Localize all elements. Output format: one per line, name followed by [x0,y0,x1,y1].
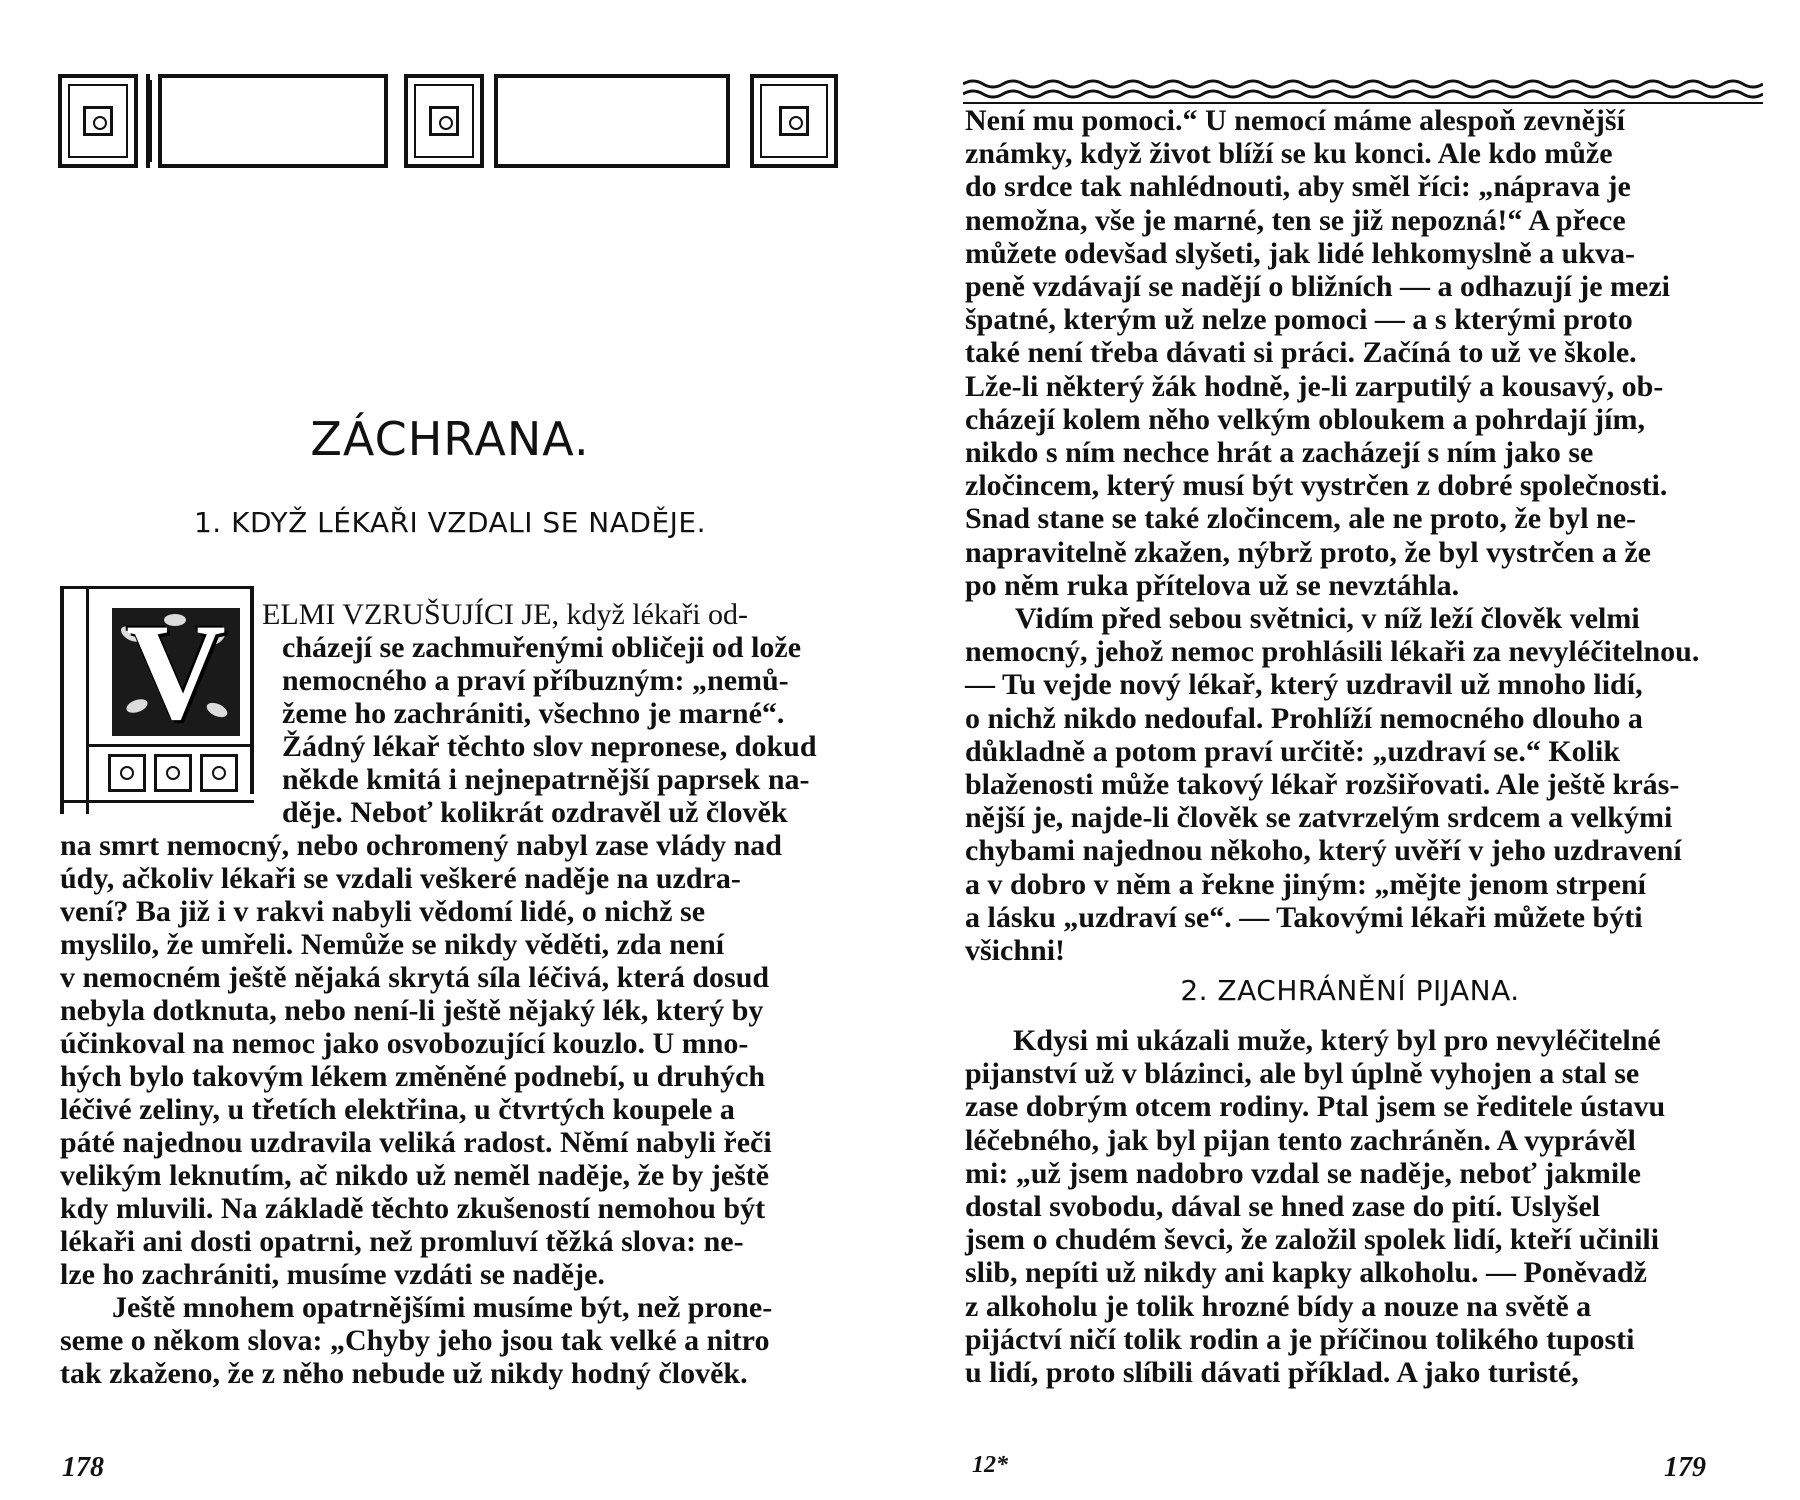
text-line: zločincem, který musí být vystrčen z dobré společnosti. [965,469,1668,503]
text-line: a lásku „uzdraví se“. — Takovými lékaři můžete býti [965,900,1643,934]
text-line: Kdysi mi ukázali muže, který byl pro nevyléčitelné [1013,1024,1661,1057]
text-line: tak zkaženo, že z něho nebude už nikdy hodný člověk. [60,1357,748,1390]
text-line: všichni! [965,934,1066,967]
ornament-square-center [404,74,484,168]
text-line: o nichž nikdo nedoufal. Prohlíží nemocného dlouho a [965,701,1643,735]
square-circle-icon [779,106,809,136]
text-line: žeme ho zachrániti, všechno je marné“. [282,697,785,730]
text-line: na smrt nemocný, nebo ochromený nabyl zase vlády nad [60,829,782,862]
square-circle-icon [108,754,146,792]
text-line: chybami najednou někoho, který uvěří v jeho uzdravení [965,834,1682,868]
ornament-panel-right [494,74,730,168]
text-line: děje. Neboť kolikrát ozdravěl už člověk [282,796,788,829]
text-line: nější je, najde-li člověk se zatvrzelým srdcem a velkými [965,801,1673,835]
text-line: lékaři ani dosti opatrni, než promluví těžká slova: ne- [60,1225,744,1258]
page-number: 179 [1664,1452,1706,1483]
text-line: lze ho zachrániti, musíme vzdáti se naděje. [60,1258,605,1291]
text-line: Není mu pomoci.“ U nemocí máme alespoň zevnější [965,104,1625,137]
header-ornament [58,74,848,168]
text-line: jsem o chudém ševci, že založil spolek lidí, kteří učinili [965,1223,1660,1257]
text-line: nemocný, jehož nemoc prohlásili lékaři za nevyléčitelnou. [965,635,1700,669]
ornament-square-left [58,74,138,168]
text-line: po něm ruka přítelova už se nevztáhla. [965,568,1460,602]
text-line: mi: „už jsem nadobro vzdal se naděje, neboť jakmile [965,1156,1641,1190]
text-line: můžete odevšad slyšeti, jak lidé lehkomyslně a ukva- [965,236,1636,270]
text-line: nikdo s ním nechce hrát a zacházejí s ním jako se [965,436,1594,469]
text-line: slib, nepíti už nikdy ani kapky alkoholu. — Poněvadž [965,1256,1647,1290]
text-line: peně vzdávají se nadějí o bližních — a odhazují je mezi [965,270,1670,303]
square-circle-icon [83,106,113,136]
text-line: Snad stane se také zločincem, ale ne proto, že byl ne- [965,502,1637,536]
text-line: v nemocném ještě nějaká skrytá síla léčivá, která dosud [60,961,770,994]
text-line: známky, když život blíží se ku konci. Ale kdo může [965,137,1613,171]
drop-cap-squares [108,754,240,794]
text-line: cházejí se zachmuřenými obličeji od lože [282,631,802,664]
text-line: Vidím před sebou světnici, v níž leží člověk velmi [1015,602,1640,635]
text-line: nebyla dotknuta, nebo není-li ještě nějaký lék, který by [60,994,764,1027]
ornament-square-right [750,74,838,168]
section-title: 1. KDYŽ LÉKAŘI VZDALI SE NADĚJE. [193,506,706,539]
ornament-panel-left [158,74,388,168]
text-line: dostal svobodu, dával se hned zase do pití. Uslyšel [965,1190,1601,1223]
text-line: páté najednou uzdravila veliká radost. Němí nabyli řeči [60,1126,772,1159]
square-circle-icon [200,754,238,792]
ornament-divider [142,74,150,168]
text-line: seme o někom slova: „Chyby jeho jsou tak velké a nitro [60,1324,770,1357]
text-line: pijanství už v blázinci, ale byl úplně vyhojen a stal se [965,1057,1640,1091]
text-line: Lže-li některý žák hodně, je-li zarputilý a kousavý, ob- [965,369,1664,403]
text-line: — Tu vejde nový lékař, který uzdravil už mnoho lidí, [965,668,1643,702]
section-title: 2. ZACHRÁNĚNÍ PIJANA. [1180,974,1520,1007]
text-line: zase dobrým otcem rodiny. Ptal jsem se ředitele ústavu [965,1090,1666,1124]
square-circle-icon [429,106,459,136]
text-line: hých bylo takovým lékem změněné podnebí, u druhých [60,1060,766,1093]
text-line: cházejí kolem něho velkým obloukem a pohrdají jím, [965,402,1645,436]
text-line: účinkoval na nemoc jako osvobozující kouzlo. U mno- [60,1027,749,1060]
text-line: kdy mluvili. Na základě těchto zkušeností nemohou být [60,1192,766,1225]
text-line: blaženosti může takový lékař rozšiřovati. Ale ještě krás- [965,768,1680,801]
text-line: myslilo, že umřeli. Nemůže se nikdy věděti, zda není [60,928,725,961]
text-line: také není třeba dávati si práci. Začíná to už ve škole. [965,336,1637,370]
text-line: velikým leknutím, ač nikdo už neměl naděje, že by ještě [60,1159,770,1192]
text-line: vení? Ba již i v rakvi nabyli vědomí lidé, o nichž se [60,895,706,928]
text-line: nemocného a praví příbuzným: „nemů- [282,664,789,697]
text-line: nemožna, vše je marné, ten se již nepozná!“ A přece [965,203,1626,237]
text-line: ELMI VZRUŠUJÍCI JE, když lékaři od- [262,598,749,631]
page-number: 178 [62,1452,104,1483]
text-line: a v dobro v něm a řekne jiným: „mějte jenom strpení [965,867,1647,901]
drop-cap-illumination [112,608,240,736]
text-line: údy, ačkoliv lékaři se vzdali veškeré naděje na uzdra- [60,862,741,895]
text-line: důkladně a potom praví určitě: „uzdraví se.“ Kolik [965,734,1621,768]
chapter-title: ZÁCHRANA. [310,412,590,466]
text-line: léčebného, jak byl pijan tento zachráněn. A vyprávěl [965,1123,1636,1157]
text-line: Ještě mnohem opatrnějšími musíme být, než prone- [112,1291,773,1324]
text-line: napravitelně zkažen, nýbrž proto, že byl vystrčen a že [965,535,1652,569]
text-line: do srdce tak nahlédnouti, aby směl říci: „náprava je [965,170,1631,204]
signature-mark: 12* [972,1452,1008,1478]
text-line: u lidí, proto slíbili dávati příklad. A jako turisté, [965,1356,1579,1389]
drop-cap-letter: V [126,608,226,736]
text-line: pijáctví ničí tolik rodin a je příčinou tolikého tuposti [965,1322,1635,1356]
drop-cap-frame [60,586,254,814]
text-line: špatné, kterým už nelze pomoci — a s kterými proto [965,303,1633,337]
square-circle-icon [154,754,192,792]
text-line: z alkoholu je tolik hrozné bídy a nouze na světě a [965,1289,1592,1323]
text-line: Žádný lékař těchto slov nepronese, dokud [282,730,817,763]
text-line: léčivé zeliny, u třetích elektřina, u čtvrtých koupele a [60,1093,735,1126]
text-line: někde kmitá i nejnepatrnější paprsek na- [282,763,810,796]
